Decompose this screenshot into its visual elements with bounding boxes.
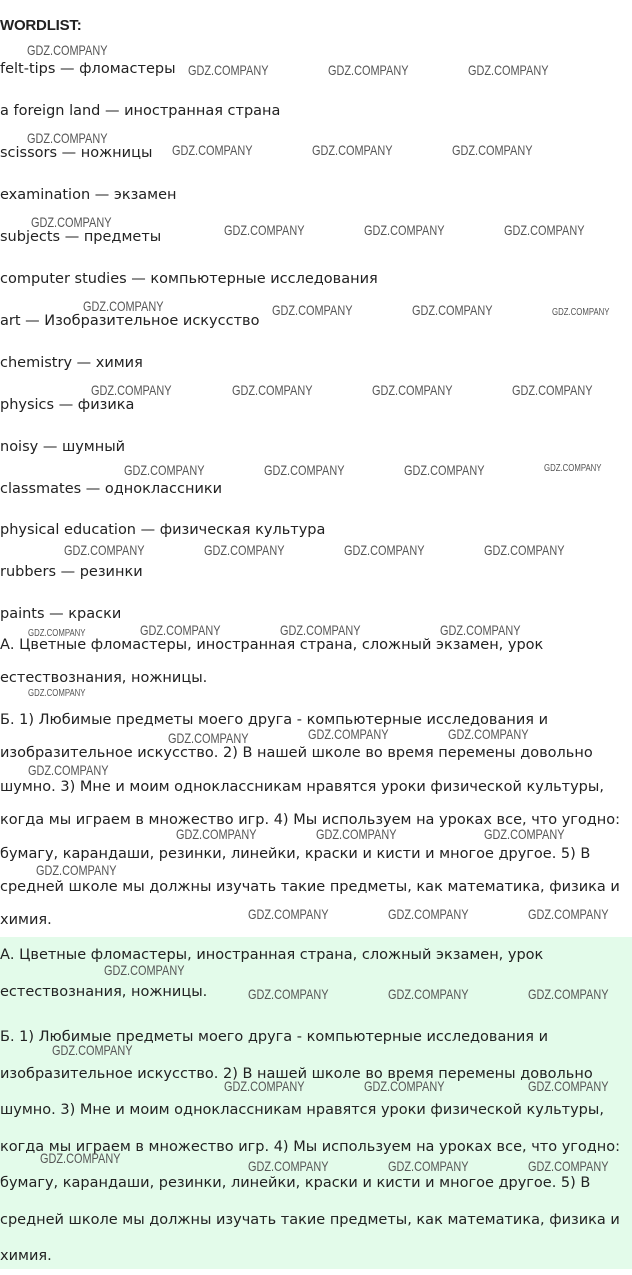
watermark: GDZ.COMPANY	[28, 688, 86, 699]
watermark: GDZ.COMPANY	[272, 302, 353, 318]
answer-b: Б. 1) Любимые предметы моего друга - компьютерные исследования и изобразительное искусство. 2) В нашей школе во время перемены довольно шумно. 3) Мне и моим одноклассникам нравятся уроки физической культуры, когда мы играем в множество игр. 4) Мы используем на уроках все, что угодно: бумагу, карандаши, резинки, линейки, краски и кисти и многое другое. 5) В средней школе мы должны изучать такие предметы, как математика, физика и химия.	[0, 712, 621, 929]
watermark: GDZ.COMPANY	[248, 986, 329, 1002]
watermark: GDZ.COMPANY	[280, 622, 361, 638]
watermark: GDZ.COMPANY	[248, 906, 329, 922]
wordlist-item: physics — физика	[0, 397, 135, 413]
watermark: GDZ.COMPANY	[83, 298, 164, 314]
watermark: GDZ.COMPANY	[28, 628, 86, 639]
watermark: GDZ.COMPANY	[364, 222, 445, 238]
watermark: GDZ.COMPANY	[484, 542, 565, 558]
watermark: GDZ.COMPANY	[52, 1042, 133, 1058]
watermark: GDZ.COMPANY	[412, 302, 493, 318]
watermark: GDZ.COMPANY	[440, 622, 521, 638]
watermark: GDZ.COMPANY	[124, 462, 205, 478]
watermark: GDZ.COMPANY	[448, 726, 529, 742]
watermark: GDZ.COMPANY	[224, 222, 305, 238]
watermark: GDZ.COMPANY	[468, 62, 549, 78]
wordlist-item: scissors — ножницы	[0, 145, 153, 161]
watermark: GDZ.COMPANY	[104, 962, 185, 978]
watermark: GDZ.COMPANY	[312, 142, 393, 158]
watermark: GDZ.COMPANY	[388, 906, 469, 922]
wordlist-item: examination — экзамен	[0, 187, 177, 203]
watermark: GDZ.COMPANY	[27, 42, 108, 58]
watermark: GDZ.COMPANY	[512, 382, 593, 398]
wordlist-item: physical education — физическая культура	[0, 522, 326, 538]
wordlist-item: classmates — одноклассники	[0, 481, 223, 497]
watermark: GDZ.COMPANY	[484, 826, 565, 842]
watermark: GDZ.COMPANY	[188, 62, 269, 78]
wordlist-item: art — Изобразительное искусство	[0, 313, 260, 329]
watermark: GDZ.COMPANY	[168, 730, 249, 746]
watermark: GDZ.COMPANY	[528, 986, 609, 1002]
wordlist-item: paints — краски	[0, 606, 122, 622]
watermark: GDZ.COMPANY	[504, 222, 585, 238]
watermark: GDZ.COMPANY	[248, 1158, 329, 1174]
watermark: GDZ.COMPANY	[452, 142, 533, 158]
highlighted-answer-b: Б. 1) Любимые предметы моего друга - компьютерные исследования и изобразительное искусство. 2) В нашей школе во время перемены довольно шумно. 3) Мне и моим одноклассникам нравятся уроки физической культуры, когда мы играем в множество игр. 4) Мы используем на уроках все, что угодно: бумагу, карандаши, резинки, линейки, краски и кисти и многое другое. 5) В средней школе мы должны изучать такие предметы, как математика, физика и химия.	[0, 1029, 621, 1264]
watermark: GDZ.COMPANY	[172, 142, 253, 158]
watermark: GDZ.COMPANY	[91, 382, 172, 398]
watermark: GDZ.COMPANY	[176, 826, 257, 842]
watermark: GDZ.COMPANY	[388, 1158, 469, 1174]
watermark: GDZ.COMPANY	[388, 986, 469, 1002]
watermark: GDZ.COMPANY	[544, 463, 602, 474]
watermark: GDZ.COMPANY	[224, 1078, 305, 1094]
watermark: GDZ.COMPANY	[404, 462, 485, 478]
watermark: GDZ.COMPANY	[372, 382, 453, 398]
watermark: GDZ.COMPANY	[28, 762, 109, 778]
watermark: GDZ.COMPANY	[31, 214, 112, 230]
watermark: GDZ.COMPANY	[140, 622, 221, 638]
answer-a: А. Цветные фломастеры, иностранная страна, сложный экзамен, урок естествознания, ножницы.	[0, 637, 544, 687]
wordlist-item: felt-tips — фломастеры	[0, 61, 176, 77]
watermark: GDZ.COMPANY	[328, 62, 409, 78]
watermark: GDZ.COMPANY	[528, 906, 609, 922]
watermark: GDZ.COMPANY	[40, 1150, 121, 1166]
watermark: GDZ.COMPANY	[204, 542, 285, 558]
wordlist-item: chemistry — химия	[0, 355, 143, 371]
highlighted-answer-a: А. Цветные фломастеры, иностранная страна, сложный экзамен, урок естествознания, ножницы.	[0, 947, 544, 1000]
watermark: GDZ.COMPANY	[344, 542, 425, 558]
wordlist-item: rubbers — резинки	[0, 564, 143, 580]
watermark: GDZ.COMPANY	[528, 1078, 609, 1094]
wordlist-item: a foreign land — иностранная страна	[0, 103, 281, 119]
watermark: GDZ.COMPANY	[264, 462, 345, 478]
watermark: GDZ.COMPANY	[364, 1078, 445, 1094]
watermark: GDZ.COMPANY	[27, 130, 108, 146]
watermark: GDZ.COMPANY	[36, 862, 117, 878]
highlighted-answer-block	[0, 937, 632, 1269]
wordlist-item: subjects — предметы	[0, 229, 162, 245]
watermark: GDZ.COMPANY	[64, 542, 145, 558]
watermark: GDZ.COMPANY	[308, 726, 389, 742]
watermark: GDZ.COMPANY	[232, 382, 313, 398]
watermark: GDZ.COMPANY	[552, 307, 610, 318]
wordlist-item: computer studies — компьютерные исследования	[0, 271, 378, 287]
watermark: GDZ.COMPANY	[528, 1158, 609, 1174]
watermark: GDZ.COMPANY	[316, 826, 397, 842]
wordlist-heading: WORDLIST:	[0, 17, 82, 34]
wordlist-item: noisy — шумный	[0, 439, 126, 455]
